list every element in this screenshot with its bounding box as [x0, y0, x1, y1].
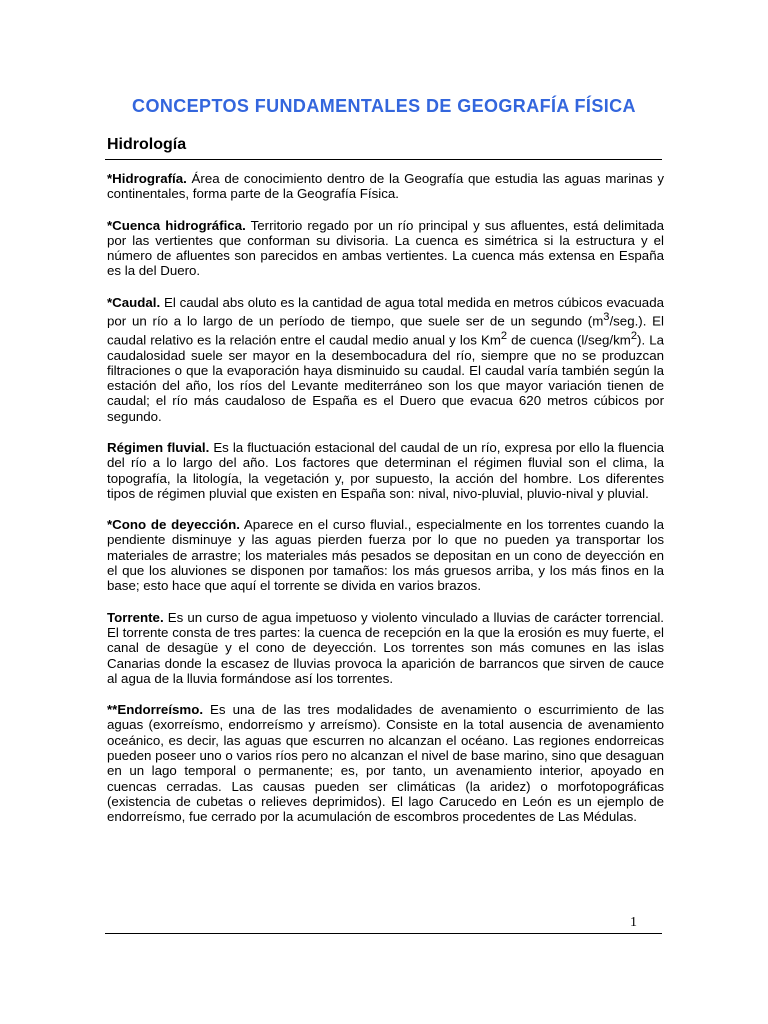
document-body: [107, 171, 664, 841]
term-label: **Endorreísmo.: [107, 702, 204, 718]
definition-text: Es un curso de agua impetuoso y violento vinculado a lluvias de carácter torrencial. El torrente consta de tres partes: la cuenca de recepción en la que la erosión es muy fuerte, el canal de desagüe y el cono de deyección. Los torrentes son más comunes en las islas Canarias donde la escasez de lluvias provoca la aparición de barrancos que sirven de cauce al agua de la lluvia formándose así los torrentes.: [107, 609, 664, 686]
superscript: 2: [630, 329, 638, 342]
definition-text: Área de conocimiento dentro de la Geografía que estudia las aguas marinas y continentales, forma parte de la Geografía Física.: [107, 171, 664, 202]
definition-text: Territorio regado por un río principal y sus afluentes, está delimitada por las vertientes que conforman su divisoria. La cuenca es simétrica si la estructura y el número de afluentes son parecidos en ambas vertientes. La cuenca más extensa en España es la del Duero.: [107, 217, 665, 279]
term-label: *Cono de deyección.: [107, 517, 240, 533]
footer-divider: [105, 933, 662, 934]
paragraph-hidrografia: [107, 171, 664, 202]
definition-text: Es una de las tres modalidades de avenamiento o escurrimiento de las aguas (exorreísmo, endorreísmo y arreísmo). Consiste en la total ausencia de avenamiento oceánico, es decir, las aguas que escurren no alcanzan el océano. Las regiones endorreicas pueden poseer uno o varios ríos pero no alcanzan el nivel de base marino, sino que desaguan en un lago temporal o permanente; es, por tanto, un avenamiento interior, apoyado en cuencas cerradas. Las causas pueden ser climáticas (la aridez) o morfotopográficas (existencia de cubetas o relieves deprimidos). El lago Carucedo en León es un ejemplo de endorreísmo, fue cerrado por la acumulación de escombros procedentes de Las Médulas.: [107, 702, 664, 825]
definition-text: Es la fluctuación estacional del caudal de un río, expresa por ello la fluencia del río a lo largo del año. Los factores que determinan el régimen fluvial son el clima, la topografía, la litología, la vegetación y, por supuesto, la acción del hombre. Los diferentes tipos de régimen pluvial que existen en España son: nival, nivo-pluvial, pluvio-nival y pluvial.: [107, 440, 664, 501]
superscript: 2: [500, 329, 508, 342]
page-number: 1: [630, 915, 637, 930]
term-label: Torrente.: [107, 609, 164, 625]
term-label: Régimen fluvial.: [107, 440, 210, 455]
paragraph-torrente: [107, 610, 664, 686]
paragraph-cuenca-hidrografica: [107, 218, 664, 279]
section-divider: [105, 159, 662, 160]
paragraph-regimen-fluvial: [107, 440, 664, 501]
definition-text: El caudal abs oluto es la cantidad de agua total medida en metros cúbicos evacuada por un río a lo largo de un período de tiempo, que suele ser de un segundo (m: [107, 294, 664, 329]
section-heading: Hidrología: [107, 136, 187, 153]
paragraph-cono-de-deyeccion: [107, 517, 664, 593]
definition-text: Aparece en el curso fluvial., especialmente en los torrentes cuando la pendiente disminuye y las aguas pierden fuerza por lo que no pueden ya transportar los materiales de arrastre; los materiales más pesados se depositan en un cono de deyección en el que los aluviones se disponen por tamaños: los más gruesos arriba, y los más finos en la base; esto hace que aquí el torrente se divida en varios brazos.: [107, 517, 664, 594]
definition-text: /seg.). El caudal relativo es la relación entre el caudal medio anual y los Km: [107, 313, 664, 348]
paragraph-caudal: [107, 295, 664, 424]
document-title: CONCEPTOS FUNDAMENTALES DE GEOGRAFÍA FÍSICA: [132, 96, 636, 116]
paragraph-endorreismo: [107, 702, 664, 824]
superscript: 3: [603, 311, 610, 324]
term-label: *Cuenca hidrográfica.: [107, 217, 246, 233]
term-label: *Hidrografía.: [107, 171, 187, 186]
definition-text: de cuenca (l/seg/km: [507, 332, 631, 348]
term-label: *Caudal.: [107, 294, 161, 310]
definition-text: ). La caudalosidad suele ser mayor en la desembocadura del río, siempre que no se produzcan filtraciones o que la evaporación haya disminuido su caudal. El caudal varía también según la estación del año, los ríos del Levante mediterráneo son los que mayor variación tienen de caudal; el río más caudaloso de España es el Duero que evacua 620 metros cúbicos por segundo.: [107, 332, 664, 424]
